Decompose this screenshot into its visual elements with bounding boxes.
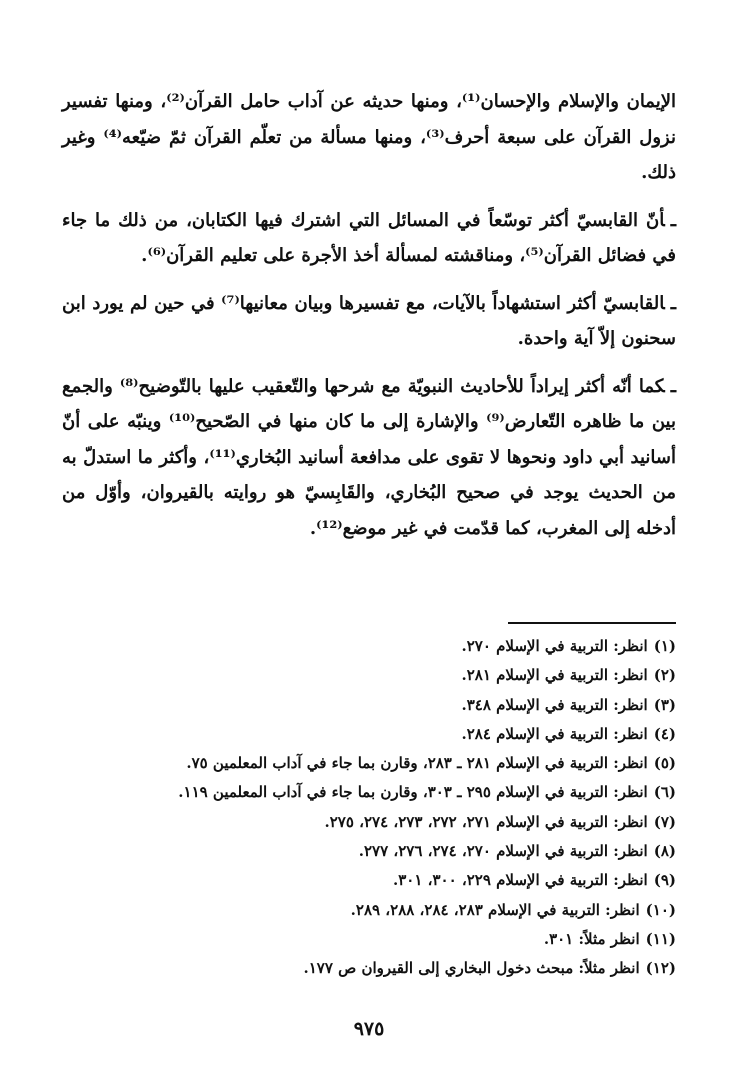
footnote [62, 866, 676, 895]
footnote-number: (٨) [653, 842, 676, 861]
paragraph-dash: ـ [670, 209, 676, 231]
footnote [62, 837, 676, 866]
paragraph-text: الإيمان والإسلام والإحسان⁽¹⁾، ومنها حديثه عن آداب حامل القرآن⁽²⁾، ومنها تفسير نزول القرآن على سبعة أحرف⁽³⁾، ومنها مسألة من تعلّم القرآن ثمّ ضيّعه⁽⁴⁾ وغير ذلك. [62, 91, 676, 183]
footnote-text: انظر: التربية في الإسلام ٢٩٥ ـ ٣٠٣، وقارن بما جاء في آداب المعلمين ١١٩. [178, 783, 648, 802]
footnote-text: انظر: التربية في الإسلام ٢٨١. [461, 666, 648, 685]
paragraph-text: كما أنّه أكثر إيراداً للأحاديث النبويّة مع شرحها والتّعقيب عليها بالتّوضيح⁽⁸⁾ والجمع بين ما ظاهره التّعارض⁽⁹⁾ والإشارة إلى ما كان منها في الصّحيح⁽¹⁰⁾ وينبّه على أنّ أسانيد أبي داود ونحوها لا تقوى على مدافعة أسانيد البُخاري⁽¹¹⁾، وأكثر ما استدلّ به من الحديث يوجد في صحيح البُخاري، والقَابِسيّ هو روايته بالقيروان، وأوّل من أدخله إلى المغرب، كما قدّمت في غير موضع⁽¹²⁾. [62, 375, 676, 539]
footnote-number: (١٠) [645, 900, 676, 919]
footnote [62, 778, 676, 807]
footnote [62, 632, 676, 661]
footnote-number: (٢) [653, 666, 676, 685]
footnote-text: انظر: التربية في الإسلام ٢٨٣، ٢٨٤، ٢٨٨، ٢٨٩. [350, 900, 640, 919]
footnote [62, 808, 676, 837]
page-number: ٩٧٥ [353, 1018, 385, 1040]
footnote [62, 896, 676, 925]
footnote-text: انظر: التربية في الإسلام ٣٤٨. [461, 695, 648, 714]
footnote-text: انظر مثلاً: ٣٠١. [543, 929, 640, 948]
footnotes [62, 632, 676, 984]
footnote-number: (٣) [653, 695, 676, 714]
footnote [62, 749, 676, 778]
footnote-number: (١١) [645, 929, 676, 948]
footnote-text: انظر: التربية في الإسلام ٢٨٤. [461, 724, 648, 743]
paragraph [62, 286, 676, 357]
footnote-separator [508, 622, 676, 624]
paragraph-dash: ـ [670, 375, 676, 397]
footnote-number: (١٢) [645, 959, 676, 978]
footnote-number: (٩) [653, 871, 676, 890]
footnote-text: انظر: التربية في الإسلام ٢٨١ ـ ٢٨٣، وقارن بما جاء في آداب المعلمين ٧٥. [186, 754, 648, 773]
footnote-number: (٦) [653, 783, 676, 802]
footnote-number: (٧) [653, 812, 676, 831]
paragraph-dash: ـ [670, 292, 676, 314]
footnote [62, 925, 676, 954]
footnote-number: (١) [653, 637, 676, 655]
footnote-text: انظر: التربية في الإسلام ٢٧٠، ٢٧٤، ٢٧٦، ٢٧٧. [358, 842, 648, 861]
paragraph [62, 84, 676, 191]
paragraph [62, 203, 676, 274]
footnote [62, 720, 676, 749]
footnote-text: انظر: التربية في الإسلام ٢٧٠. [461, 637, 648, 655]
footnote-text: انظر: التربية في الإسلام ٢٧١، ٢٧٢، ٢٧٣، ٢٧٤، ٢٧٥. [324, 812, 648, 831]
paragraph-text: أنّ القابسيّ أكثر توسّعاً في المسائل التي اشترك فيها الكتابان، من ذلك ما جاء في فضائل القرآن⁽⁵⁾، ومناقشته لمسألة أخذ الأجرة على تعليم القرآن⁽⁶⁾. [62, 209, 676, 266]
paragraph [62, 369, 676, 547]
footnote [62, 661, 676, 690]
paragraph-text: القابسيّ أكثر استشهاداً بالآيات، مع تفسيرها وبيان معانيها⁽⁷⁾ في حين لم يورد ابن سحنون إلاّ آية واحدة. [62, 292, 676, 349]
footnote [62, 954, 676, 983]
footnote-number: (٤) [653, 724, 676, 743]
footnote-text: انظر مثلاً: مبحث دخول البخاري إلى القيروان ص ١٧٧. [303, 959, 640, 978]
footnote-text: انظر: التربية في الإسلام ٢٢٩، ٣٠٠، ٣٠١. [392, 871, 648, 890]
body-text [62, 84, 676, 558]
footnote-number: (٥) [653, 754, 676, 773]
footnote [62, 691, 676, 720]
